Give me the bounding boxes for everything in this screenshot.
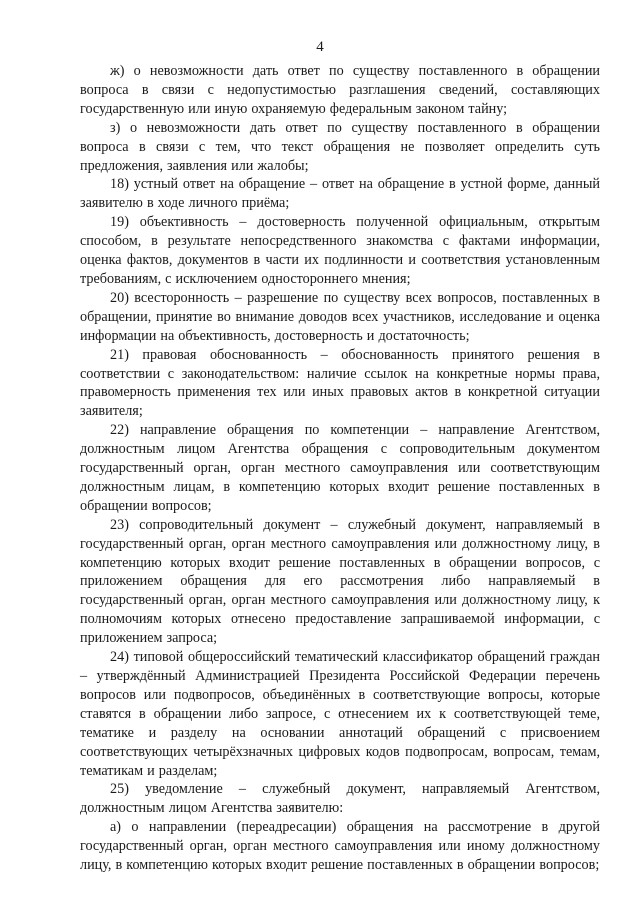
paragraph-23: 23) сопроводительный документ – служебный документ, направляемый в государственный орган, орган местного самоуправления или должностному лицу, в компетенцию которых входит решение поставленных в обращении вопросов, с приложением обращения для его рассмотрения либо направляемый в государственный орган, орган местного самоуправления или должностному лицу, к полномочиям которых отнесено предоставление запрашиваемой информации, с приложением запроса;	[80, 516, 600, 647]
paragraph-item-zh: ж) о невозможности дать ответ по существу поставленного в обращении вопроса в связи с недопустимостью разглашения сведений, составляющих государственную или иную охраняемую федеральным законом тайну;	[80, 63, 600, 117]
paragraph-18: 18) устный ответ на обращение – ответ на обращение в устной форме, данный заявителю в ходе личного приёма;	[80, 176, 600, 212]
paragraph-21: 21) правовая обоснованность – обоснованность принятого решения в соответствии с законодательством: наличие ссылок на конкретные нормы права, правомерность применения тех или иных правовых актов в конкретной ситуации заявителя;	[80, 346, 600, 420]
paragraph-25: 25) уведомление – служебный документ, направляемый Агентством, должностным лицом Агентства заявителю:	[80, 781, 600, 817]
paragraph-25-item-a: а) о направлении (переадресации) обращения на рассмотрение в другой государственный орган, орган местного самоуправления или иному должностному лицу, в компетенцию которых входит решение поставленных в обращении вопросов;	[80, 819, 600, 874]
paragraph-item-z: з) о невозможности дать ответ по существу поставленного в обращении вопроса в связи с тем, что текст обращения не позволяет определить суть предложения, заявления или жалобы;	[80, 119, 600, 174]
page-number: 4	[316, 39, 324, 55]
paragraph-24: 24) типовой общероссийский тематический классификатор обращений граждан – утверждённый Администрацией Президента Российской Федерации перечень вопросов или подвопросов, объединённых в соответствующие вопросы, которые ставятся в обращении либо запросе, с отнесением их к соответствующей теме, тематике и разделу на основании аннотаций обращений с присвоением соответствующих четырёхзначных цифровых кодов подвопросам, вопросам, темам, тематикам и разделам;	[80, 649, 600, 779]
paragraph-19: 19) объективность – достоверность полученной официальным, открытым способом, в результате непосредственного знакомства с фактами информации, оценка фактов, документов в части их подлинности и соответствия установленным требованиям, с исключением одностороннего мнения;	[80, 214, 600, 287]
paragraph-20: 20) всесторонность – разрешение по существу всех вопросов, поставленных в обращении, принятие во внимание доводов всех участников, исследование и оценка информации на объективность, достоверность и достаточность;	[80, 289, 600, 344]
document-body	[80, 62, 600, 875]
paragraph-22: 22) направление обращения по компетенции – направление Агентством, должностным лицом Агентства обращения с сопроводительным документом государственный орган, орган местного самоуправления или соответствующим должностным лицам, в компетенцию которых входит решение поставленных в обращении вопросов;	[80, 422, 600, 514]
